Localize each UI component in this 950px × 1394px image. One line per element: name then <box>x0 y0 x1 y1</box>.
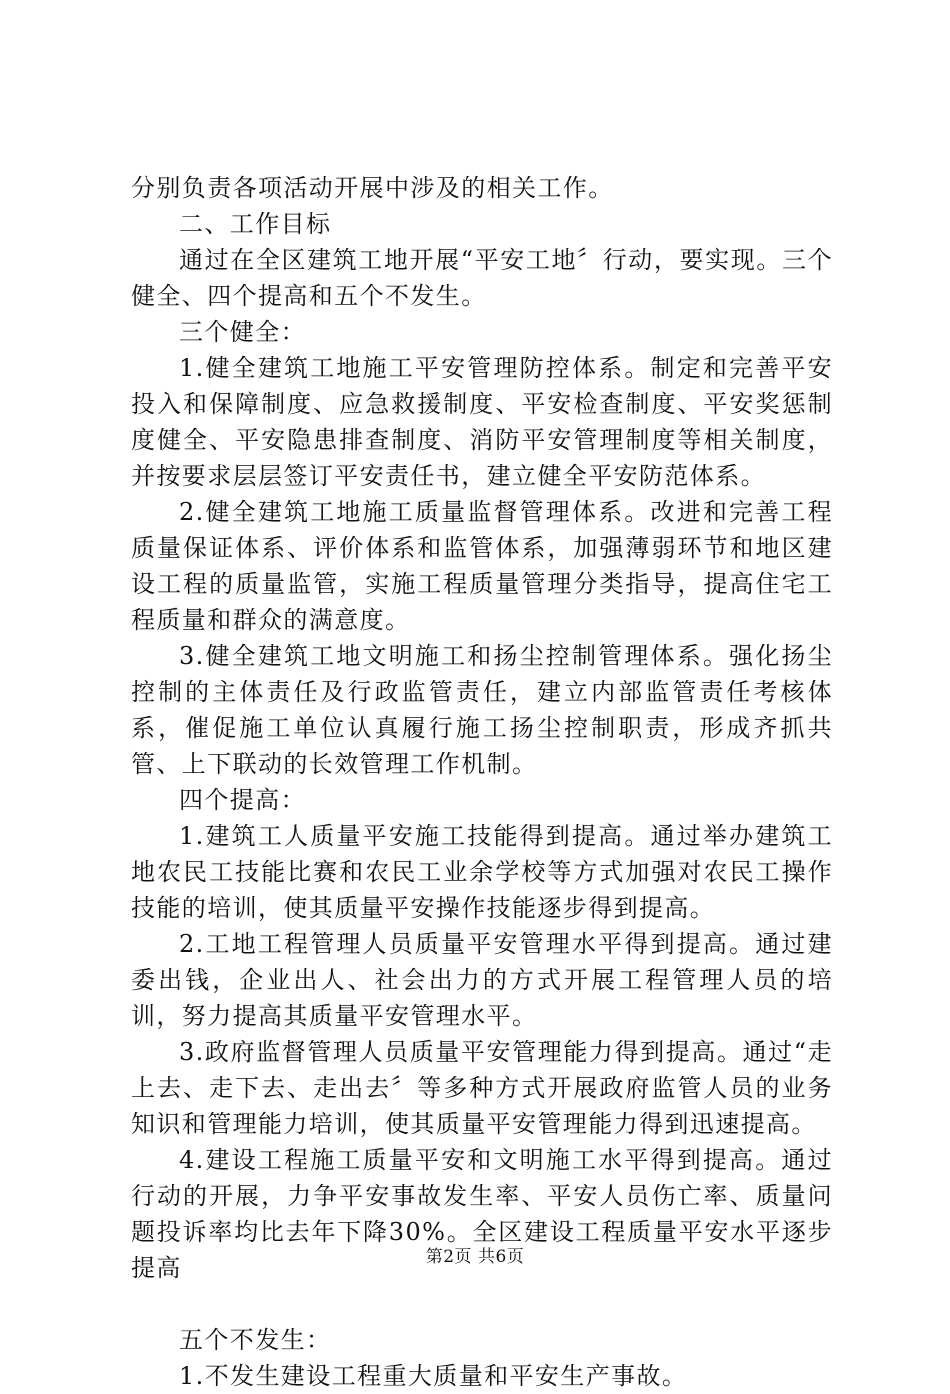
document-body <box>131 170 833 1394</box>
list-item-improve-2: 2.工地工程管理人员质量平安管理水平得到提高。通过建委出钱，企业出人、社会出力的方式开展工程管理人员的培训，努力提高其质量平安管理水平。 <box>131 930 833 1030</box>
list-item-none-1: 1.不发生建设工程重大质量和平安生产事故。 <box>179 1362 688 1390</box>
list-item-improve-1: 1.建筑工人质量平安施工技能得到提高。通过举办建筑工地农民工技能比赛和农民工业余学校等方式加强对农民工操作技能的培训，使其质量平安操作技能逐步得到提高。 <box>131 822 833 922</box>
list-item-improve-4: 4.建设工程施工质量平安和文明施工水平得到提高。通过行动的开展，力争平安事故发生率、平安人员伤亡率、质量问题投诉率均比去年下降30%。全区建设工程质量平安水平逐步提高 <box>131 1146 833 1282</box>
list-item-improve-3: 3.政府监督管理人员质量平安管理能力得到提高。通过“走上去、走下去、走出去〞等多种方式开展政府监管人员的业务知识和管理能力培训，使其质量平安管理能力得到迅速提高。 <box>131 1038 833 1138</box>
list-item-sound-2: 2.健全建筑工地施工质量监督管理体系。改进和完善工程质量保证体系、评价体系和监管体系，加强薄弱环节和地区建设工程的质量监管，实施工程质量管理分类指导，提高住宅工程质量和群众的满意度。 <box>131 498 833 634</box>
subheading-three-sound: 三个健全： <box>179 318 306 346</box>
paragraph-intro: 通过在全区建筑工地开展“平安工地〞行动，要实现。三个健全、四个提高和五个不发生。 <box>131 246 833 310</box>
page-number-footer: 第2页 共6页 <box>425 1247 525 1267</box>
subheading-five-none: 五个不发生： <box>179 1326 332 1354</box>
list-item-sound-1: 1.健全建筑工地施工平安管理防控体系。制定和完善平安投入和保障制度、应急救援制度、平安检查制度、平安奖惩制度健全、平安隐患排查制度、消防平安管理制度等相关制度，并按要求层层签订平安责任书，建立健全平安防范体系。 <box>131 354 833 490</box>
list-item-sound-3: 3.健全建筑工地文明施工和扬尘控制管理体系。强化扬尘控制的主体责任及行政监管责任，建立内部监管责任考核体系，催促施工单位认真履行施工扬尘控制职责，形成齐抓共管、上下联动的长效管理工作机制。 <box>131 642 833 778</box>
paragraph-continuation: 分别负责各项活动开展中涉及的相关工作。 <box>131 174 614 202</box>
subheading-four-improvements: 四个提高： <box>179 786 306 814</box>
section-heading-goals: 二、工作目标 <box>179 210 332 238</box>
